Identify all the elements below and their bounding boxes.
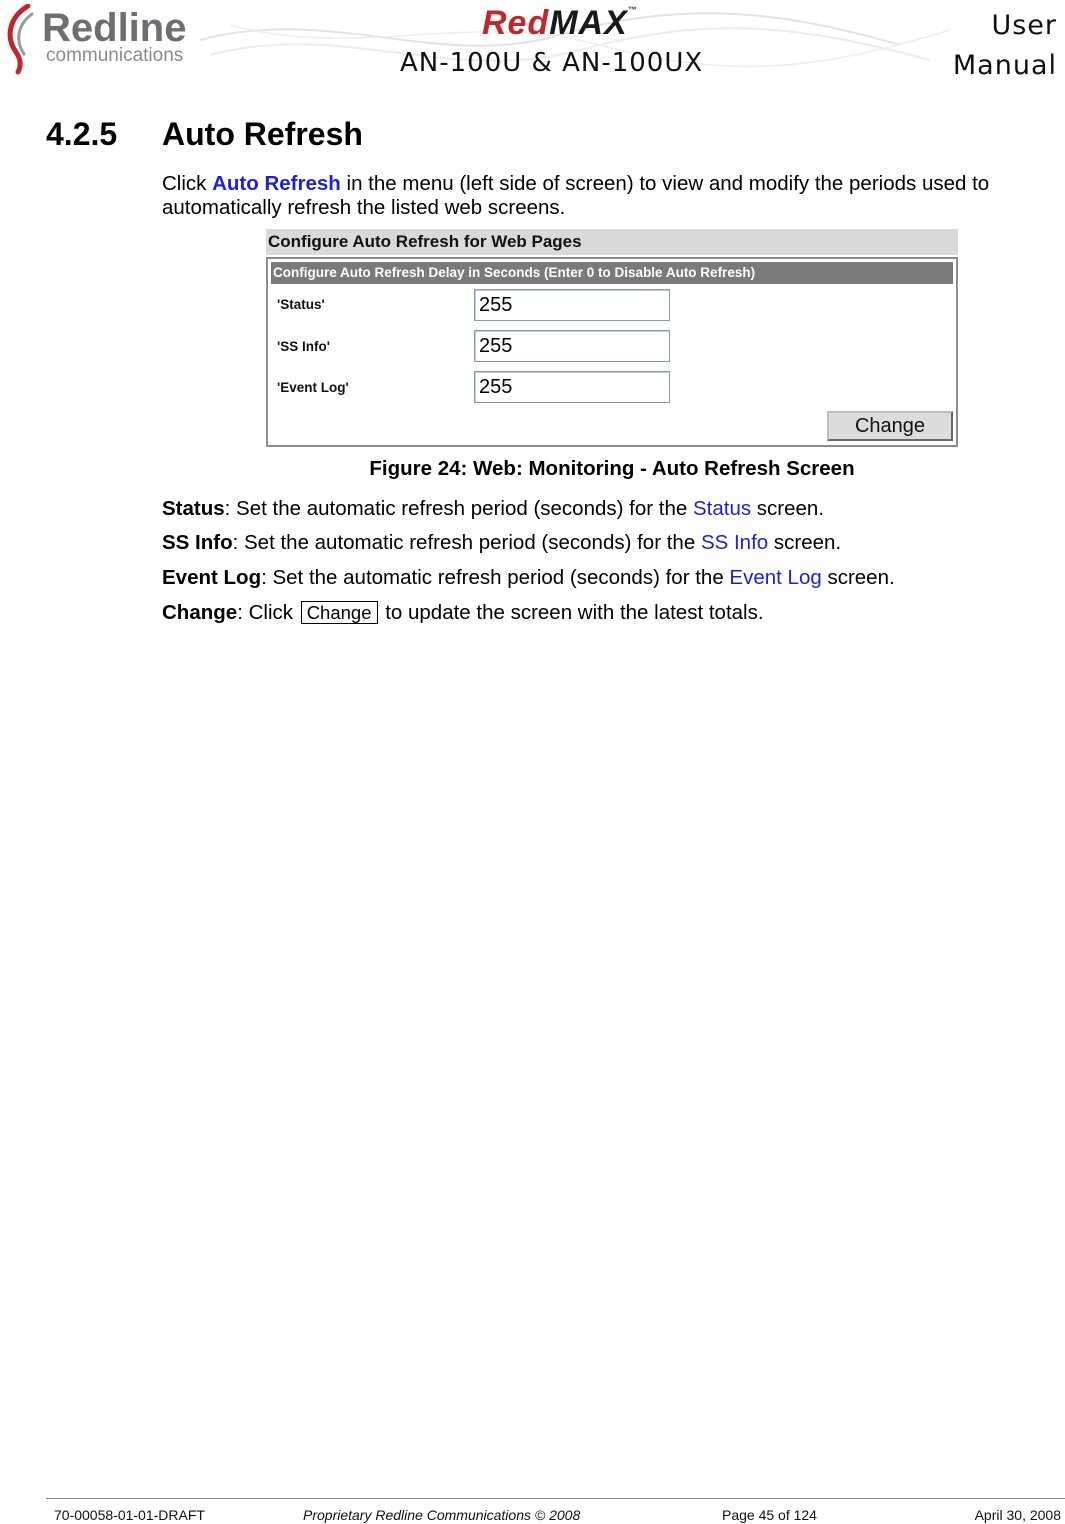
page-header — [0, 0, 1065, 92]
figure-caption: Figure 24: Web: Monitoring - Auto Refresh Screen — [369, 457, 855, 480]
section-heading — [46, 118, 363, 150]
event-log-field-label: 'Event Log' — [277, 380, 349, 395]
event-log-definition — [162, 566, 1062, 590]
definition-text: : Set the automatic refresh period (seconds) for the — [224, 497, 693, 520]
intro-text-pre: Click — [162, 172, 213, 195]
intro-text-post: in the menu (left side of screen) to view and modify the periods used to automatically refresh the listed web screens. — [162, 172, 990, 219]
doc-type-line-1: User — [991, 10, 1057, 41]
brand-red-part: Red — [482, 4, 550, 42]
definition-text-end: screen. — [821, 566, 895, 589]
document-type — [953, 6, 1057, 86]
event-log-refresh-input[interactable] — [474, 371, 670, 403]
definition-term: SS Info — [162, 531, 233, 554]
event-log-screen-reference: Event Log — [729, 566, 822, 589]
ss-info-screen-reference: SS Info — [700, 531, 769, 554]
redline-logo — [2, 4, 212, 74]
redline-mark-icon — [2, 4, 46, 76]
redmax-brand — [482, 6, 638, 40]
footer-copyright: Proprietary Redline Communications © 2008 — [303, 1507, 581, 1523]
footer-divider — [46, 1498, 1065, 1499]
definition-text: : Click — [237, 601, 299, 624]
section-title: Auto Refresh — [162, 116, 363, 152]
logo-name: Redline — [42, 6, 187, 50]
screenshot-title: Configure Auto Refresh for Web Pages — [266, 229, 958, 255]
section-number: 4.2.5 — [46, 116, 118, 152]
product-name: AN-100U & AN-100UX — [400, 48, 704, 78]
trademark-mark: ™ — [627, 5, 638, 15]
auto-refresh-form-panel — [266, 257, 958, 447]
intro-paragraph — [162, 172, 1062, 220]
auto-refresh-menu-reference: Auto Refresh — [212, 172, 341, 195]
definition-text: : Set the automatic refresh period (seconds) for the — [232, 531, 701, 554]
definition-text: : Set the automatic refresh period (seconds) for the — [261, 566, 730, 589]
brand-black-part: MAX — [549, 4, 628, 42]
ss-info-definition — [162, 531, 1062, 555]
status-refresh-input[interactable] — [474, 289, 670, 321]
logo-subtitle: communications — [46, 45, 184, 66]
definition-text-end: screen. — [751, 497, 825, 520]
ss-info-field-label: 'SS Info' — [277, 339, 330, 354]
status-definition — [162, 497, 1062, 521]
change-button-reference: Change — [301, 601, 378, 624]
footer-page-number: Page 45 of 124 — [722, 1507, 817, 1523]
definition-term: Status — [162, 497, 225, 520]
auto-refresh-screenshot — [266, 229, 958, 447]
doc-type-line-2: Manual — [952, 50, 1057, 81]
definition-text-end: screen. — [768, 531, 842, 554]
definition-text-end: to update the screen with the latest totals. — [379, 601, 764, 624]
ss-info-refresh-input[interactable] — [474, 330, 670, 362]
status-screen-reference: Status — [692, 497, 752, 520]
footer-doc-number: 70-00058-01-01-DRAFT — [54, 1507, 205, 1523]
form-panel-header: Configure Auto Refresh Delay in Seconds (Enter 0 to Disable Auto Refresh) — [271, 262, 953, 284]
status-field-label: 'Status' — [277, 297, 325, 312]
change-definition — [162, 601, 1062, 625]
footer-date: April 30, 2008 — [974, 1507, 1061, 1523]
definition-term: Change — [162, 601, 238, 624]
change-button[interactable]: Change — [827, 411, 953, 441]
definition-term: Event Log — [162, 566, 262, 589]
